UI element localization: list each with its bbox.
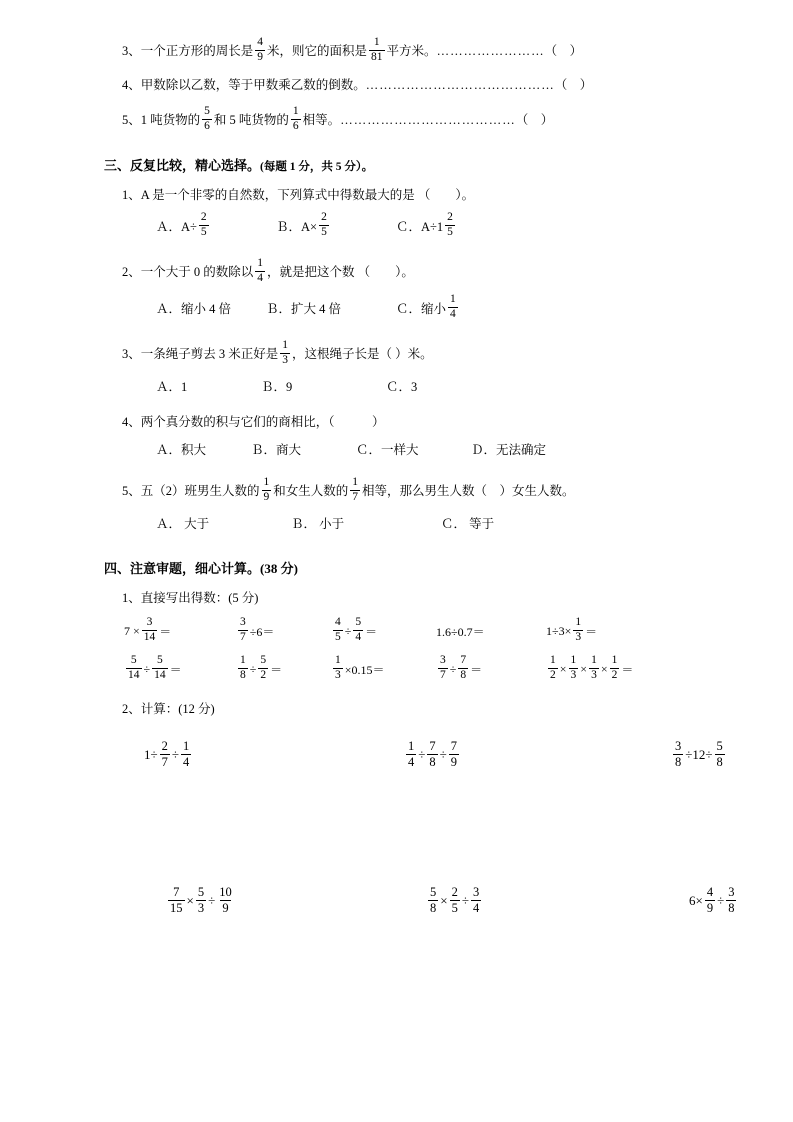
item-text-post: 相等，那么男生人数（ ）女生人数。 bbox=[362, 483, 575, 498]
oral-item: 1.6÷0.7＝ bbox=[436, 624, 485, 639]
oral-calc-row-1 bbox=[104, 618, 704, 644]
section-4-sub-2: 2、计算：(12 分) bbox=[122, 702, 215, 716]
choice-b[interactable]: Ｂ．商大 bbox=[251, 443, 302, 457]
item-text: A 是一个非零的自然数，下列算式中得数最大的是 （ ）。 bbox=[140, 188, 475, 202]
choice-c[interactable]: Ｃ． 等于 bbox=[441, 517, 495, 531]
oral-item: $\frac{1}{8}$ ÷ $\frac{5}{2}$ ＝ bbox=[240, 654, 283, 681]
fraction: $\frac{2}{5}$ bbox=[451, 885, 458, 915]
fraction: $\frac{5}{2}$ bbox=[260, 654, 267, 681]
choice-b[interactable]: Ｂ．A× $\frac{2}{5}$ bbox=[276, 211, 327, 238]
choice-b[interactable]: Ｂ．9 bbox=[261, 380, 293, 394]
item-number: 5、 bbox=[122, 112, 141, 127]
fraction: $\frac{2}{5}$ bbox=[200, 211, 207, 238]
section-4-heading: 四、注意审题，细心计算。(38 分) bbox=[104, 561, 298, 576]
fraction: $\frac{1}{3}$ bbox=[591, 654, 597, 681]
calc-expression: 1÷ $\frac{2}{7}$ ÷ $\frac{1}{4}$ bbox=[144, 739, 190, 769]
item-text: 一条绳子剪去 3 米正好是 bbox=[140, 346, 279, 361]
mc-item-5 bbox=[104, 478, 704, 504]
fraction: $\frac{1}{4}$ bbox=[257, 257, 264, 284]
choice-a[interactable]: Ａ． 大于 bbox=[156, 517, 210, 531]
item-text-mid: 和女生人数的 bbox=[273, 483, 349, 498]
fraction: $\frac{5}{8}$ bbox=[430, 885, 437, 915]
mc-item-1 bbox=[104, 188, 704, 203]
oral-item: $\frac{5}{14}$ ÷ $\frac{5}{14}$ ＝ bbox=[128, 654, 182, 681]
fraction: $\frac{4}{9}$ bbox=[257, 36, 264, 63]
mc-item-3 bbox=[104, 341, 704, 367]
fraction: $\frac{1}{4}$ bbox=[450, 293, 456, 320]
item-text-mid: 和 5 吨货物的 bbox=[213, 112, 289, 127]
choice-c[interactable]: Ｃ．缩小 $\frac{1}{4}$ bbox=[396, 293, 456, 320]
fraction: $\frac{3}{14}$ bbox=[143, 616, 156, 643]
item-text: 1 吨货物的 bbox=[140, 112, 201, 127]
oral-item: $\frac{1}{3}$ ×0.15＝ bbox=[335, 654, 385, 681]
fraction: $\frac{2}{5}$ bbox=[447, 211, 453, 238]
choice-b[interactable]: Ｂ． 小于 bbox=[291, 517, 345, 531]
fraction: $\frac{1}{2}$ bbox=[550, 654, 556, 681]
section-3-heading bbox=[104, 155, 704, 174]
mc-item-3-choices bbox=[104, 377, 704, 395]
choice-c[interactable]: Ｃ．A÷1 $\frac{2}{5}$ bbox=[396, 211, 453, 238]
fraction: $\frac{1}{7}$ bbox=[352, 476, 359, 503]
fraction: $\frac{3}{7}$ bbox=[440, 654, 446, 681]
item-number: 4、 bbox=[122, 415, 141, 429]
leader-dots: …………………… bbox=[436, 43, 545, 58]
calc-expression: 6× $\frac{4}{9}$ ÷ $\frac{3}{8}$ bbox=[689, 885, 735, 915]
fraction: $\frac{1}{9}$ bbox=[263, 476, 270, 503]
fraction: $\frac{1}{3}$ bbox=[575, 616, 582, 643]
choice-b[interactable]: Ｂ．扩大 4 倍 bbox=[266, 302, 342, 316]
item-text-post: ，就是把这个数 （ ）。 bbox=[267, 264, 414, 279]
choice-a[interactable]: Ａ．1 bbox=[156, 380, 188, 394]
fraction: $\frac{1}{3}$ bbox=[335, 654, 341, 681]
fraction: $\frac{1}{4}$ bbox=[408, 739, 415, 769]
item-text: 一个大于 0 的数除以 bbox=[140, 264, 254, 279]
fraction: $\frac{1}{8}$ bbox=[240, 654, 246, 681]
fraction: $\frac{1}{3}$ bbox=[282, 339, 289, 366]
fraction: $\frac{5}{8}$ bbox=[716, 739, 723, 769]
oral-item: $\frac{3}{7}$ ÷ $\frac{7}{8}$ ＝ bbox=[440, 654, 483, 681]
fraction: $\frac{10}{9}$ bbox=[219, 885, 232, 915]
mc-item-4 bbox=[104, 415, 704, 430]
item-number: 1、 bbox=[122, 188, 141, 202]
item-number: 5、 bbox=[122, 483, 141, 498]
oral-item: 1÷3× $\frac{1}{3}$ ＝ bbox=[546, 616, 598, 643]
fraction: $\frac{5}{3}$ bbox=[197, 885, 205, 915]
choice-c[interactable]: Ｃ．一样大 bbox=[356, 443, 419, 457]
fraction: $\frac{3}{7}$ bbox=[240, 616, 246, 643]
item-number: 4、 bbox=[122, 78, 141, 92]
fraction: $\frac{1}{6}$ bbox=[292, 105, 299, 132]
fraction: $\frac{1}{81}$ bbox=[371, 36, 383, 63]
fraction: $\frac{5}{14}$ bbox=[154, 654, 166, 681]
section-3-note: (每题 1 分，共 5 分）。 bbox=[260, 161, 374, 173]
calc-expression: $\frac{1}{4}$ ÷ $\frac{7}{8}$ ÷ $\frac{7}{9}$ bbox=[408, 739, 458, 769]
fraction: $\frac{7}{8}$ bbox=[429, 739, 436, 769]
fraction: $\frac{4}{9}$ bbox=[706, 885, 714, 915]
item-text: 两个真分数的积与它们的商相比，（ ） bbox=[140, 415, 385, 429]
fraction: $\frac{3}{8}$ bbox=[675, 739, 682, 769]
calc-row-2 bbox=[104, 885, 735, 915]
mc-item-4-choices bbox=[104, 440, 704, 458]
item-text-post: 平方米。 bbox=[386, 43, 437, 58]
item-text: 五（2）班男生人数的 bbox=[140, 483, 260, 498]
choice-a[interactable]: Ａ．缩小 4 倍 bbox=[156, 302, 232, 316]
choice-a[interactable]: Ａ．积大 bbox=[156, 443, 207, 457]
oral-item: $\frac{3}{7}$ ÷6＝ bbox=[240, 616, 275, 643]
fraction: $\frac{7}{9}$ bbox=[450, 739, 458, 769]
choice-d[interactable]: Ｄ．无法确定 bbox=[471, 443, 547, 457]
tf-item-4 bbox=[104, 78, 704, 93]
oral-item: 7 × $\frac{3}{14}$ ＝ bbox=[124, 616, 172, 643]
fraction: $\frac{5}{4}$ bbox=[355, 616, 362, 643]
item-number: 3、 bbox=[122, 43, 141, 58]
calc-expression: $\frac{7}{15}$ × $\frac{5}{3}$ ÷ $\frac{10}{9}$ bbox=[170, 885, 232, 915]
choice-a[interactable]: Ａ．A÷ $\frac{2}{5}$ bbox=[156, 211, 207, 238]
oral-item: $\frac{4}{5}$ ÷ $\frac{5}{4}$ ＝ bbox=[335, 616, 378, 643]
section-4-sub-1: 1、直接写出得数：(5 分) bbox=[122, 591, 259, 605]
page-content bbox=[104, 36, 735, 915]
section-3-title: 三、反复比较，精心选择。 bbox=[104, 158, 261, 173]
calc-expression: $\frac{5}{8}$ × $\frac{2}{5}$ ÷ $\frac{3}{4}$ bbox=[430, 885, 480, 915]
item-text-post: ，这根绳子长是（ ）米。 bbox=[292, 346, 433, 361]
answer-blank[interactable]: （ ） bbox=[515, 112, 554, 127]
fraction: $\frac{1}{2}$ bbox=[611, 654, 618, 681]
answer-blank[interactable]: （ ） bbox=[544, 43, 583, 58]
tf-item-3 bbox=[104, 38, 704, 64]
calc-expression: $\frac{3}{8}$ ÷12÷ $\frac{5}{8}$ bbox=[675, 739, 723, 769]
fraction: $\frac{5}{14}$ bbox=[128, 654, 140, 681]
fraction: $\frac{1}{4}$ bbox=[183, 739, 190, 769]
mc-item-1-choices bbox=[104, 213, 704, 239]
calc-row-1 bbox=[104, 739, 723, 769]
item-text-post: 相等。 bbox=[302, 112, 341, 127]
answer-blank[interactable]: （ ） bbox=[554, 78, 593, 92]
tf-item-5 bbox=[104, 107, 704, 133]
fraction: $\frac{2}{7}$ bbox=[161, 739, 168, 769]
item-text-mid: 米，则它的面积是 bbox=[267, 43, 368, 58]
fraction: $\frac{7}{15}$ bbox=[170, 885, 183, 915]
fraction: $\frac{2}{5}$ bbox=[321, 211, 327, 238]
leader-dots: …………………………………… bbox=[365, 78, 555, 92]
fraction: $\frac{7}{8}$ bbox=[460, 654, 467, 681]
fraction: $\frac{1}{3}$ bbox=[570, 654, 577, 681]
item-text: 一个正方形的周长是 bbox=[140, 43, 254, 58]
mc-item-2-choices bbox=[104, 295, 704, 321]
item-number: 2、 bbox=[122, 264, 141, 279]
oral-item: $\frac{1}{2}$ × $\frac{1}{3}$ × $\frac{1}{3}$ × $\frac{1}{2}$ ＝ bbox=[550, 654, 634, 681]
fraction: $\frac{3}{8}$ bbox=[728, 885, 735, 915]
fraction: $\frac{5}{6}$ bbox=[204, 105, 210, 132]
mc-item-5-choices bbox=[104, 514, 704, 532]
fraction: $\frac{3}{4}$ bbox=[472, 885, 480, 915]
leader-dots: ………………………………… bbox=[340, 112, 516, 127]
fraction: $\frac{4}{5}$ bbox=[335, 616, 341, 643]
item-text: 甲数除以乙数，等于甲数乘乙数的倒数。 bbox=[140, 78, 366, 92]
item-number: 3、 bbox=[122, 346, 141, 361]
oral-calc-row-2 bbox=[104, 656, 704, 682]
choice-c[interactable]: Ｃ．3 bbox=[386, 380, 418, 394]
mc-item-2 bbox=[104, 259, 704, 285]
